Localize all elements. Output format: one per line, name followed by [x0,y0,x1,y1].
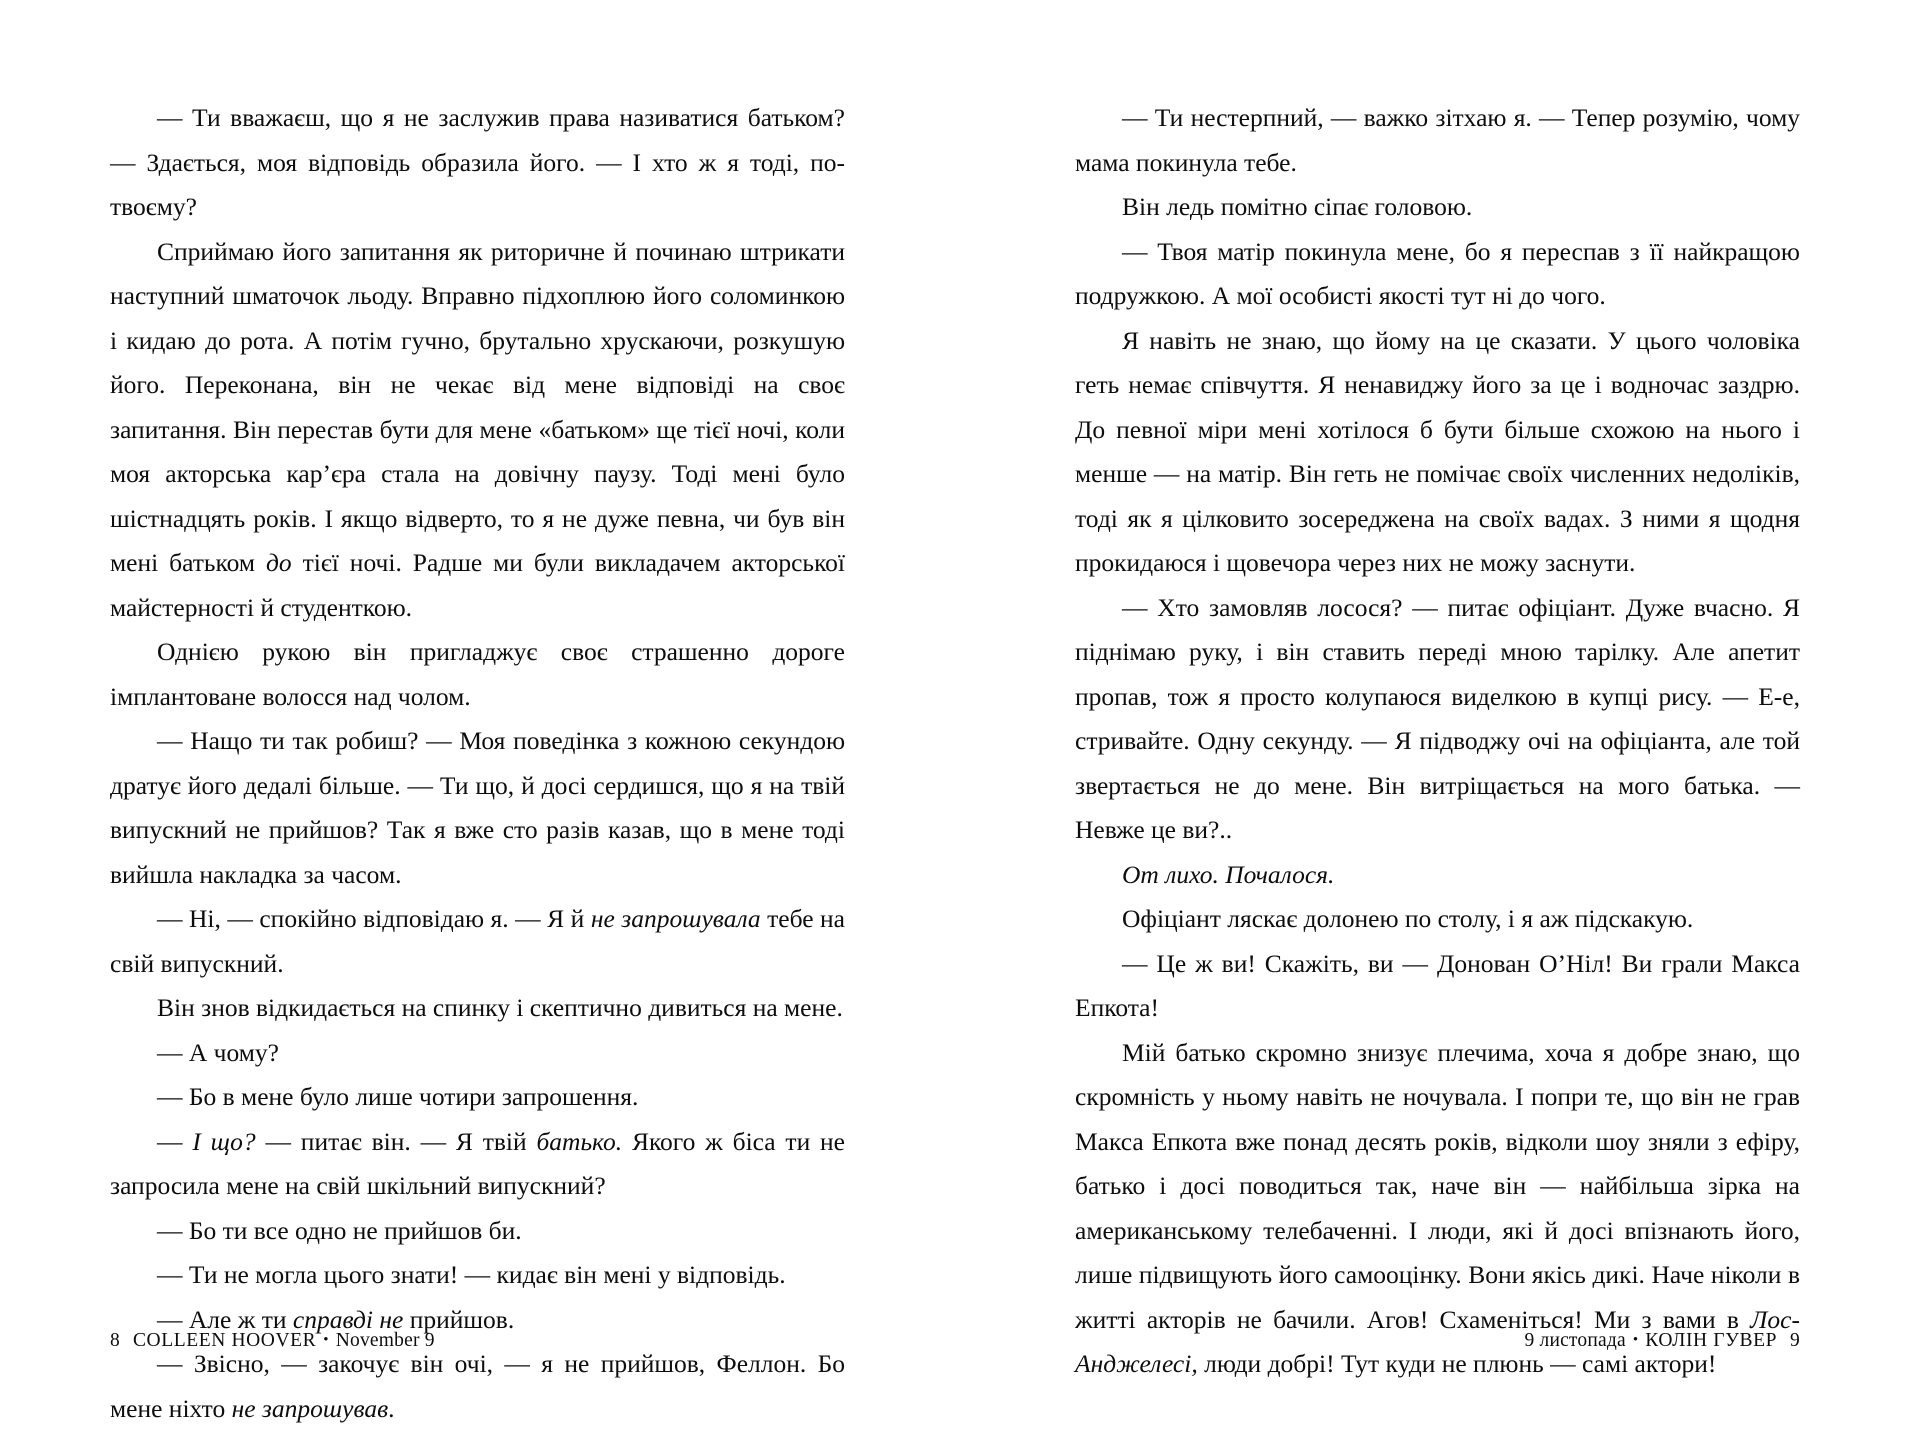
paragraph-text-tail: . [388,1393,395,1423]
emphasis: Лос-Анджелесі, [1075,1304,1800,1378]
emphasis: не запрошував [231,1393,389,1423]
paragraph: — Це ж ви! Скажіть, ви — Донован О’Ніл! Ви грали Макса Епкота! [1075,948,1800,1022]
paragraph [110,1342,845,1431]
paragraph: — Ти не могла цього знати! — кидає він мені у відповідь. [157,1260,786,1289]
paragraph: Він знов відкидається на спинку і скептично дивиться на мене. [157,993,843,1022]
paragraph-text-tail: тієї ночі. Радше ми були викладачем акторської майстерності й студенткою. [110,548,845,622]
footer-separator-icon: • [323,1332,329,1348]
emphasis: не запрошувала [590,904,761,933]
paragraph [110,230,845,631]
paragraph-text-tail: Якого ж біса ти не запросила мене на свій шкільний випускний? [110,1126,845,1200]
paragraph-italic [1075,853,1800,898]
footer-author-left: COLLEEN HOOVER [132,1330,317,1351]
page-right [960,0,1920,1440]
paragraph-text: — Але ж ти [157,1304,293,1334]
paragraph: — Хто замовляв лосося? — питає офіціант. Дуже вчасно. Я піднімаю руку, і він ставить переді мною тарілку. Але апетит пропав, тож я просто колупаюся виделкою в купці рису. — Е-е, стривайте. Одну секунду. — Я підводжу очі на офіціанта, але той звертається не до мене. Він витріщається на мого батька. — Невже це ви?.. [1075,592,1800,844]
paragraph [110,897,845,986]
emphasis: батько. [536,1126,623,1156]
paragraph: Офіціант ляскає долонею по столу, і я аж підскакую. [1122,904,1694,933]
emphasis: справді не [292,1304,404,1334]
emphasis: І що? [192,1126,256,1156]
paragraph: — Бо в мене було лише чотири запрошення. [157,1082,639,1111]
footer-separator-icon: • [1632,1332,1639,1348]
paragraph: Однією рукою він пригладжує своє страшенно дороге імплантоване волосся над чолом. [110,637,845,711]
paragraph-text: — Ні, — спокійно відповідаю я. — Я й [157,904,591,933]
paragraph-text: Мій батько скромно знизує плечима, хоча я добре знаю, що скромність у ньому навіть не ночувала. І попри те, що він не грав Макса Епкота вже понад десять років, відколи шоу зняли з ефіру, батько і досі поводиться так, наче він — найбільша зірка на американському телебаченні. І люди, які й досі впізнають його, лише підвищують його самооцінку. Вони якісь дикі. Наче ніколи в житті акторів не бачили. Агов! Схаменіться! Ми з вами в [1075,1037,1800,1334]
paragraph: — Ти вважаєш, що я не заслужив права називатися батьком? — Здається, моя відповідь образила його. — І хто ж я тоді, по-твоєму? [110,103,845,221]
page-number-left: 8 [110,1330,120,1351]
footer-author-right: КОЛІН ГУВЕР [1645,1330,1778,1351]
emphasis: до [265,548,292,577]
dialogue-dash: — [157,1126,193,1156]
paragraph: — Ти нестерпний, — важко зітхаю я. — Тепер розумію, чому мама покинула тебе. [1075,103,1800,177]
body-text-right [1075,96,1800,1387]
paragraph: — Твоя матір покинула мене, бо я переспав з її найкращою подружкою. А мої особисті якості тут ні до чого. [1075,236,1800,310]
paragraph-text-tail: люди добрі! Тут куди не плюнь — самі актори! [1197,1349,1717,1378]
paragraph-text: — питає він. — Я твій [255,1126,537,1156]
paragraph: Я навіть не знаю, що йому на це сказати. У цього чоловіка геть немає співчуття. Я ненавиджу його за це і водночас заздрю. До певної міри мені хотілося б бути більше схожою на нього і менше — на матір. Він геть не помічає своїх численних недоліків, тоді як я цілковито зосереджена на своїх вадах. З ними я щодня прокидаюся і щовечора через них не можу заснути. [1075,325,1800,577]
footer-right [1524,1330,1800,1352]
paragraph-text-tail: тебе на свій випускний. [110,904,846,978]
paragraph: Він ледь помітно сіпає головою. [1122,192,1473,221]
footer-title-right: 9 листопада [1524,1330,1626,1351]
paragraph-text: — Звісно, — закочує він очі, — я не прийшов, Феллон. Бо мене ніхто [110,1349,845,1423]
body-text-left [110,96,845,1431]
footer-title-left: November 9 [335,1330,435,1351]
paragraph: — А чому? [157,1037,279,1067]
page-number-right: 9 [1790,1330,1800,1351]
paragraph-text-tail: прийшов. [403,1304,515,1334]
paragraph-text: Сприймаю його запитання як риторичне й починаю штрикати наступний шматочок льоду. Вправно підхоплюю його соломинкою і кидаю до рота. А потім гучно, брутально хрускаючи, розкушую його. Переконана, він не чекає від мене відповіді на своє запитання. Він перестав бути для мене «батьком» ще тієї ночі, коли моя акторська кар’єра стала на довічну паузу. Тоді мені було шістнадцять років. І якщо відверто, то я не дуже певна, чи був він мені батьком [110,236,845,577]
footer-left [110,1330,435,1352]
emphasis: От лихо. Почалося. [1122,859,1335,889]
paragraph: — Бо ти все одно не прийшов би. [157,1215,522,1245]
paragraph [110,1120,845,1209]
paragraph: — Нащо ти так робиш? — Моя поведінка з кожною секундою дратує його дедалі більше. — Ти що, й досі сердишся, що я на твій випускний не прийшов? Так я вже сто разів казав, що в мене тоді вийшла накладка за часом. [110,726,845,889]
